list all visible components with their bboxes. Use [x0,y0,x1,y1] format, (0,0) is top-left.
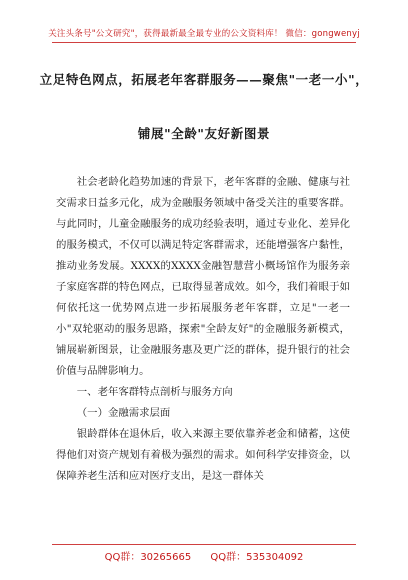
intro-paragraph: 社会老龄化趋势加速的背景下，老年客群的金融、健康与社交需求日益多元化，成为金融服务领域中备受关注的重要客群。与此同时，儿童金融服务的成功经验表明，通过专业化、差异化的服务模式，不仅可以满足特定客群需求，还能增强客户黏性，推动业务发展。XXXX的XXXX金融智慧营小概场馆作为服务亲子家庭客群的特色网点，已取得显著成效。如今，我们着眼于如何依托这一优势网点进一步拓展服务老年客群，立足"一老一小"双轮驱动的服务思路，探索"全龄友好"的金融服务新模式，铺展崭新图景，让金融服务惠及更广泛的群体，提升银行的社会价值与品牌影响力。 [56,176,350,377]
footer-qq-group-2: QQ群：535304092 [210,552,304,563]
section-heading-1: 一、老年客群特点剖析与服务方向 [76,386,233,398]
document-title-line-2: 铺展"全龄"友好新图景 [137,126,271,141]
footer [0,548,408,563]
footer-qq-group-1: QQ群：30265665 [104,552,192,563]
body-paragraph-2: 银龄群体在退休后，收入来源主要依靠养老金和储蓄，这使得他们对资产规划有着极为强烈的需求。如何科学安排资金，以保障养老生活和应对医疗支出，是这一群体关 [56,428,350,482]
subsection-heading-1: （一）金融需求层面 [76,407,171,419]
header-banner: 关注头条号"公文研究"，获得最新最全最专业的公文资料库！ 微信：gongwenyj [48,29,360,39]
document-title-line-1: 立足特色网点，拓展老年客群服务——聚焦"一老一小"， [39,72,369,87]
document-body [56,172,350,487]
header-divider [52,42,356,43]
footer-divider [52,544,356,545]
